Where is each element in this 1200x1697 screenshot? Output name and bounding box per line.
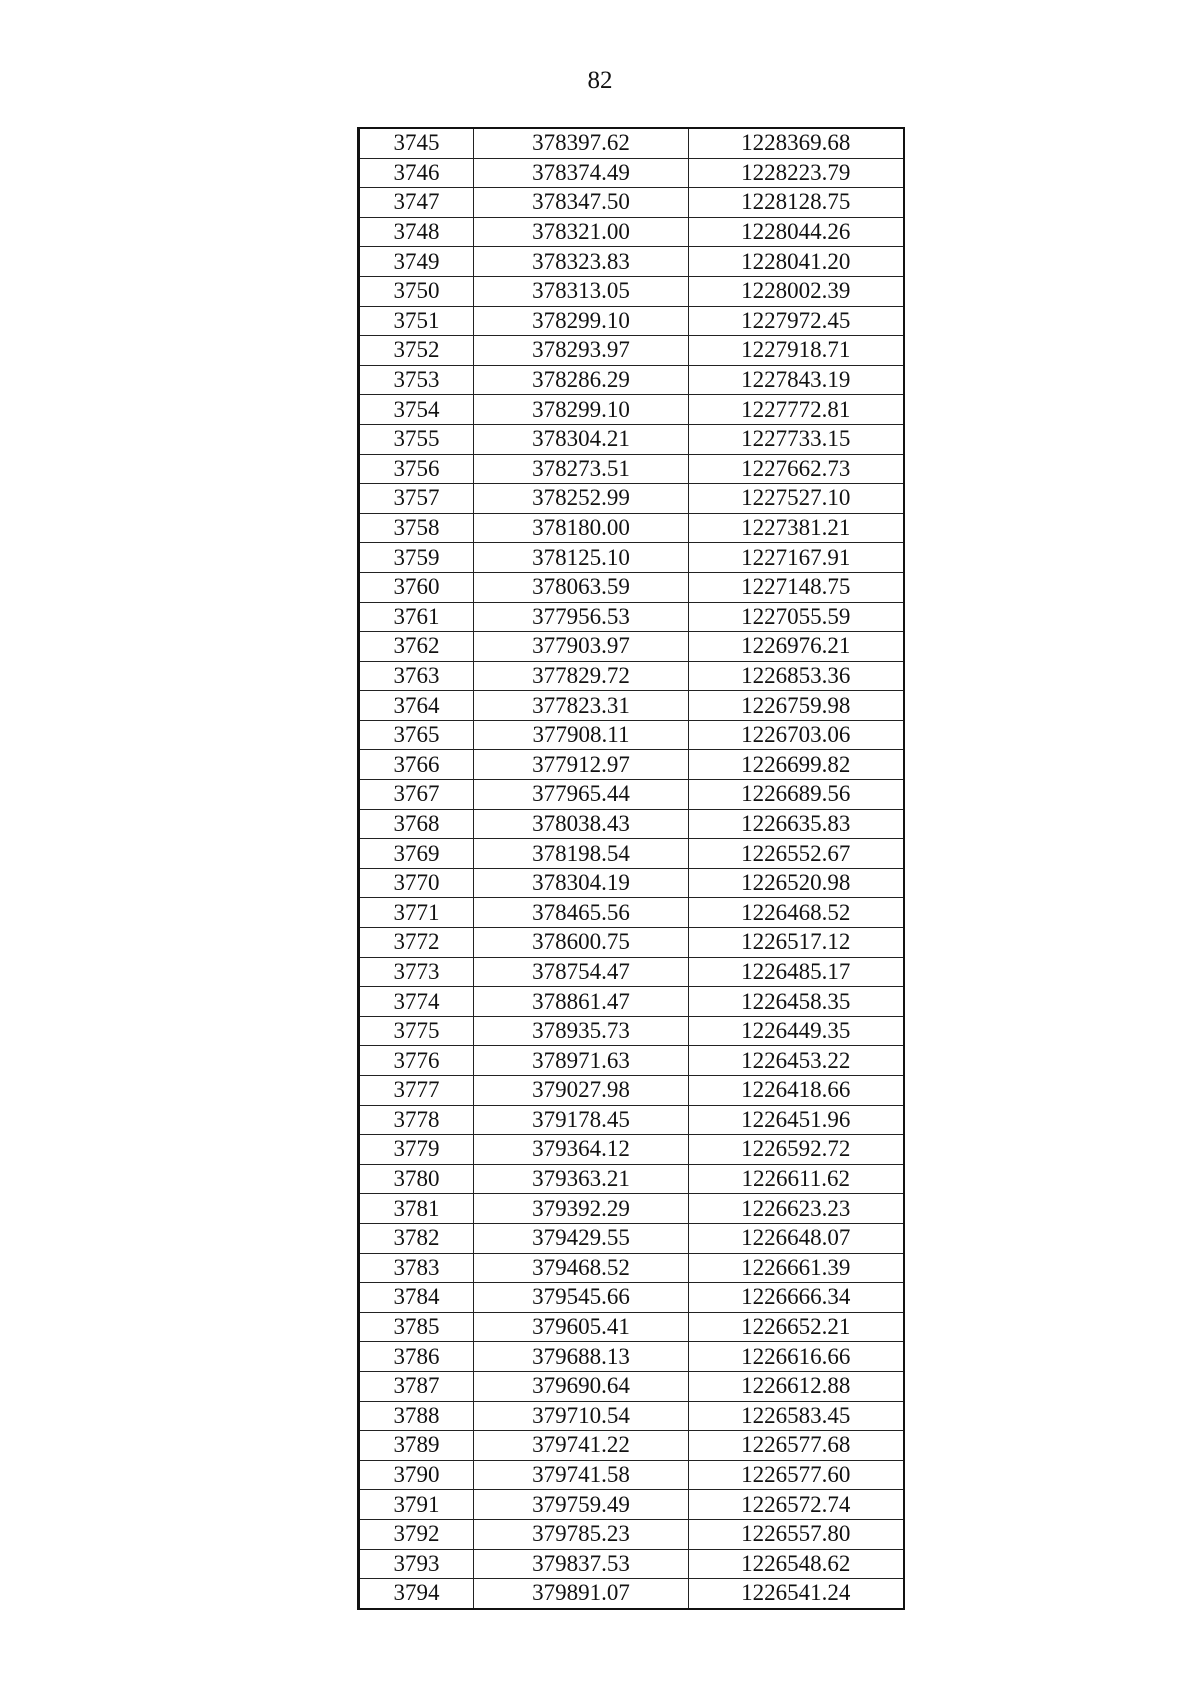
table-row bbox=[359, 780, 904, 810]
point-number-cell: 3777 bbox=[359, 1076, 474, 1106]
point-number-cell: 3745 bbox=[359, 128, 474, 158]
point-number-cell: 3767 bbox=[359, 780, 474, 810]
point-number-cell: 3784 bbox=[359, 1283, 474, 1313]
y-coordinate-cell: 1226485.17 bbox=[689, 957, 904, 987]
y-coordinate-cell: 1226689.56 bbox=[689, 780, 904, 810]
x-coordinate-cell: 379429.55 bbox=[474, 1223, 689, 1253]
x-coordinate-cell: 378313.05 bbox=[474, 276, 689, 306]
table-row bbox=[359, 306, 904, 336]
y-coordinate-cell: 1226648.07 bbox=[689, 1223, 904, 1253]
x-coordinate-cell: 378198.54 bbox=[474, 839, 689, 869]
point-number-cell: 3756 bbox=[359, 454, 474, 484]
table-row bbox=[359, 661, 904, 691]
x-coordinate-cell: 377829.72 bbox=[474, 661, 689, 691]
y-coordinate-cell: 1226541.24 bbox=[689, 1579, 904, 1609]
table-row bbox=[359, 809, 904, 839]
table-row bbox=[359, 1342, 904, 1372]
table-row bbox=[359, 158, 904, 188]
x-coordinate-cell: 378374.49 bbox=[474, 158, 689, 188]
x-coordinate-cell: 379027.98 bbox=[474, 1076, 689, 1106]
x-coordinate-cell: 379741.22 bbox=[474, 1431, 689, 1461]
point-number-cell: 3750 bbox=[359, 276, 474, 306]
y-coordinate-cell: 1226699.82 bbox=[689, 750, 904, 780]
point-number-cell: 3793 bbox=[359, 1549, 474, 1579]
table-row bbox=[359, 513, 904, 543]
point-number-cell: 3753 bbox=[359, 365, 474, 395]
x-coordinate-cell: 378323.83 bbox=[474, 247, 689, 277]
point-number-cell: 3759 bbox=[359, 543, 474, 573]
x-coordinate-cell: 377823.31 bbox=[474, 691, 689, 721]
x-coordinate-cell: 379364.12 bbox=[474, 1135, 689, 1165]
point-number-cell: 3782 bbox=[359, 1223, 474, 1253]
point-number-cell: 3789 bbox=[359, 1431, 474, 1461]
x-coordinate-cell: 378304.21 bbox=[474, 424, 689, 454]
table-row bbox=[359, 1016, 904, 1046]
x-coordinate-cell: 378600.75 bbox=[474, 928, 689, 958]
point-number-cell: 3783 bbox=[359, 1253, 474, 1283]
table-row bbox=[359, 365, 904, 395]
point-number-cell: 3752 bbox=[359, 336, 474, 366]
table-row bbox=[359, 1401, 904, 1431]
point-number-cell: 3790 bbox=[359, 1460, 474, 1490]
y-coordinate-cell: 1227148.75 bbox=[689, 572, 904, 602]
point-number-cell: 3761 bbox=[359, 602, 474, 632]
x-coordinate-cell: 378754.47 bbox=[474, 957, 689, 987]
table-row bbox=[359, 128, 904, 158]
table-row bbox=[359, 188, 904, 218]
x-coordinate-cell: 378273.51 bbox=[474, 454, 689, 484]
point-number-cell: 3775 bbox=[359, 1016, 474, 1046]
x-coordinate-cell: 379688.13 bbox=[474, 1342, 689, 1372]
table-row bbox=[359, 750, 904, 780]
point-number-cell: 3746 bbox=[359, 158, 474, 188]
point-number-cell: 3788 bbox=[359, 1401, 474, 1431]
y-coordinate-cell: 1228041.20 bbox=[689, 247, 904, 277]
x-coordinate-cell: 378286.29 bbox=[474, 365, 689, 395]
y-coordinate-cell: 1226652.21 bbox=[689, 1312, 904, 1342]
point-number-cell: 3781 bbox=[359, 1194, 474, 1224]
y-coordinate-cell: 1226517.12 bbox=[689, 928, 904, 958]
x-coordinate-cell: 378125.10 bbox=[474, 543, 689, 573]
x-coordinate-cell: 378465.56 bbox=[474, 898, 689, 928]
x-coordinate-cell: 378180.00 bbox=[474, 513, 689, 543]
y-coordinate-cell: 1226583.45 bbox=[689, 1401, 904, 1431]
x-coordinate-cell: 377912.97 bbox=[474, 750, 689, 780]
x-coordinate-cell: 378299.10 bbox=[474, 306, 689, 336]
y-coordinate-cell: 1228223.79 bbox=[689, 158, 904, 188]
coordinate-table bbox=[357, 127, 905, 1610]
table-row bbox=[359, 1076, 904, 1106]
table-row bbox=[359, 987, 904, 1017]
table-row bbox=[359, 572, 904, 602]
table-row bbox=[359, 1194, 904, 1224]
y-coordinate-cell: 1226592.72 bbox=[689, 1135, 904, 1165]
point-number-cell: 3757 bbox=[359, 484, 474, 514]
point-number-cell: 3764 bbox=[359, 691, 474, 721]
y-coordinate-cell: 1227527.10 bbox=[689, 484, 904, 514]
point-number-cell: 3751 bbox=[359, 306, 474, 336]
y-coordinate-cell: 1226623.23 bbox=[689, 1194, 904, 1224]
point-number-cell: 3779 bbox=[359, 1135, 474, 1165]
point-number-cell: 3768 bbox=[359, 809, 474, 839]
y-coordinate-cell: 1226661.39 bbox=[689, 1253, 904, 1283]
y-coordinate-cell: 1228369.68 bbox=[689, 128, 904, 158]
y-coordinate-cell: 1227381.21 bbox=[689, 513, 904, 543]
y-coordinate-cell: 1227918.71 bbox=[689, 336, 904, 366]
table-row bbox=[359, 898, 904, 928]
table-row bbox=[359, 1490, 904, 1520]
x-coordinate-cell: 377908.11 bbox=[474, 720, 689, 750]
x-coordinate-cell: 379785.23 bbox=[474, 1519, 689, 1549]
x-coordinate-cell: 378861.47 bbox=[474, 987, 689, 1017]
x-coordinate-cell: 379363.21 bbox=[474, 1164, 689, 1194]
y-coordinate-cell: 1227972.45 bbox=[689, 306, 904, 336]
x-coordinate-cell: 378063.59 bbox=[474, 572, 689, 602]
table-row bbox=[359, 602, 904, 632]
point-number-cell: 3763 bbox=[359, 661, 474, 691]
table-row bbox=[359, 1253, 904, 1283]
table-row bbox=[359, 1431, 904, 1461]
table-row bbox=[359, 1312, 904, 1342]
x-coordinate-cell: 379545.66 bbox=[474, 1283, 689, 1313]
point-number-cell: 3786 bbox=[359, 1342, 474, 1372]
point-number-cell: 3774 bbox=[359, 987, 474, 1017]
table-row bbox=[359, 1135, 904, 1165]
y-coordinate-cell: 1227055.59 bbox=[689, 602, 904, 632]
y-coordinate-cell: 1226611.62 bbox=[689, 1164, 904, 1194]
y-coordinate-cell: 1227662.73 bbox=[689, 454, 904, 484]
point-number-cell: 3769 bbox=[359, 839, 474, 869]
point-number-cell: 3762 bbox=[359, 632, 474, 662]
y-coordinate-cell: 1227843.19 bbox=[689, 365, 904, 395]
y-coordinate-cell: 1226616.66 bbox=[689, 1342, 904, 1372]
x-coordinate-cell: 378971.63 bbox=[474, 1046, 689, 1076]
x-coordinate-cell: 379178.45 bbox=[474, 1105, 689, 1135]
point-number-cell: 3758 bbox=[359, 513, 474, 543]
y-coordinate-cell: 1226449.35 bbox=[689, 1016, 904, 1046]
table-row bbox=[359, 928, 904, 958]
x-coordinate-cell: 377965.44 bbox=[474, 780, 689, 810]
y-coordinate-cell: 1226520.98 bbox=[689, 868, 904, 898]
point-number-cell: 3778 bbox=[359, 1105, 474, 1135]
table-row bbox=[359, 1283, 904, 1313]
x-coordinate-cell: 378252.99 bbox=[474, 484, 689, 514]
y-coordinate-cell: 1227772.81 bbox=[689, 395, 904, 425]
point-number-cell: 3749 bbox=[359, 247, 474, 277]
y-coordinate-cell: 1228128.75 bbox=[689, 188, 904, 218]
page-number: 82 bbox=[587, 67, 613, 94]
table-row bbox=[359, 632, 904, 662]
table-row bbox=[359, 1371, 904, 1401]
table-row bbox=[359, 839, 904, 869]
x-coordinate-cell: 379690.64 bbox=[474, 1371, 689, 1401]
table-row bbox=[359, 424, 904, 454]
x-coordinate-cell: 379392.29 bbox=[474, 1194, 689, 1224]
x-coordinate-cell: 379891.07 bbox=[474, 1579, 689, 1609]
y-coordinate-cell: 1226577.60 bbox=[689, 1460, 904, 1490]
x-coordinate-cell: 378935.73 bbox=[474, 1016, 689, 1046]
table-row bbox=[359, 484, 904, 514]
y-coordinate-cell: 1226572.74 bbox=[689, 1490, 904, 1520]
y-coordinate-cell: 1226418.66 bbox=[689, 1076, 904, 1106]
table-row bbox=[359, 1164, 904, 1194]
point-number-cell: 3755 bbox=[359, 424, 474, 454]
y-coordinate-cell: 1226759.98 bbox=[689, 691, 904, 721]
y-coordinate-cell: 1226635.83 bbox=[689, 809, 904, 839]
table-row bbox=[359, 276, 904, 306]
table-row bbox=[359, 543, 904, 573]
table-row bbox=[359, 1549, 904, 1579]
point-number-cell: 3765 bbox=[359, 720, 474, 750]
y-coordinate-cell: 1226458.35 bbox=[689, 987, 904, 1017]
table-row bbox=[359, 1579, 904, 1609]
y-coordinate-cell: 1226557.80 bbox=[689, 1519, 904, 1549]
table-row bbox=[359, 1105, 904, 1135]
y-coordinate-cell: 1226976.21 bbox=[689, 632, 904, 662]
point-number-cell: 3773 bbox=[359, 957, 474, 987]
x-coordinate-cell: 379468.52 bbox=[474, 1253, 689, 1283]
x-coordinate-cell: 377956.53 bbox=[474, 602, 689, 632]
x-coordinate-cell: 378299.10 bbox=[474, 395, 689, 425]
x-coordinate-cell: 379710.54 bbox=[474, 1401, 689, 1431]
table-body bbox=[359, 128, 904, 1609]
x-coordinate-cell: 378293.97 bbox=[474, 336, 689, 366]
y-coordinate-cell: 1226612.88 bbox=[689, 1371, 904, 1401]
x-coordinate-cell: 378038.43 bbox=[474, 809, 689, 839]
point-number-cell: 3791 bbox=[359, 1490, 474, 1520]
x-coordinate-cell: 379605.41 bbox=[474, 1312, 689, 1342]
y-coordinate-cell: 1228044.26 bbox=[689, 217, 904, 247]
point-number-cell: 3785 bbox=[359, 1312, 474, 1342]
table-row bbox=[359, 868, 904, 898]
y-coordinate-cell: 1226853.36 bbox=[689, 661, 904, 691]
point-number-cell: 3794 bbox=[359, 1579, 474, 1609]
x-coordinate-cell: 378304.19 bbox=[474, 868, 689, 898]
table-row bbox=[359, 217, 904, 247]
table-row bbox=[359, 1223, 904, 1253]
point-number-cell: 3748 bbox=[359, 217, 474, 247]
x-coordinate-cell: 377903.97 bbox=[474, 632, 689, 662]
y-coordinate-cell: 1226451.96 bbox=[689, 1105, 904, 1135]
table-row bbox=[359, 454, 904, 484]
x-coordinate-cell: 378347.50 bbox=[474, 188, 689, 218]
table-row bbox=[359, 395, 904, 425]
table-row bbox=[359, 247, 904, 277]
point-number-cell: 3780 bbox=[359, 1164, 474, 1194]
table-row bbox=[359, 1460, 904, 1490]
point-number-cell: 3766 bbox=[359, 750, 474, 780]
y-coordinate-cell: 1226548.62 bbox=[689, 1549, 904, 1579]
x-coordinate-cell: 378397.62 bbox=[474, 128, 689, 158]
y-coordinate-cell: 1226577.68 bbox=[689, 1431, 904, 1461]
point-number-cell: 3754 bbox=[359, 395, 474, 425]
x-coordinate-cell: 378321.00 bbox=[474, 217, 689, 247]
y-coordinate-cell: 1227167.91 bbox=[689, 543, 904, 573]
y-coordinate-cell: 1228002.39 bbox=[689, 276, 904, 306]
table-row bbox=[359, 720, 904, 750]
point-number-cell: 3787 bbox=[359, 1371, 474, 1401]
table-row bbox=[359, 691, 904, 721]
y-coordinate-cell: 1226703.06 bbox=[689, 720, 904, 750]
point-number-cell: 3776 bbox=[359, 1046, 474, 1076]
table-row bbox=[359, 1519, 904, 1549]
y-coordinate-cell: 1226468.52 bbox=[689, 898, 904, 928]
table-row bbox=[359, 1046, 904, 1076]
point-number-cell: 3772 bbox=[359, 928, 474, 958]
y-coordinate-cell: 1226453.22 bbox=[689, 1046, 904, 1076]
table-row bbox=[359, 336, 904, 366]
x-coordinate-cell: 379837.53 bbox=[474, 1549, 689, 1579]
point-number-cell: 3771 bbox=[359, 898, 474, 928]
point-number-cell: 3747 bbox=[359, 188, 474, 218]
point-number-cell: 3760 bbox=[359, 572, 474, 602]
y-coordinate-cell: 1227733.15 bbox=[689, 424, 904, 454]
y-coordinate-cell: 1226552.67 bbox=[689, 839, 904, 869]
x-coordinate-cell: 379759.49 bbox=[474, 1490, 689, 1520]
point-number-cell: 3770 bbox=[359, 868, 474, 898]
x-coordinate-cell: 379741.58 bbox=[474, 1460, 689, 1490]
table-row bbox=[359, 957, 904, 987]
y-coordinate-cell: 1226666.34 bbox=[689, 1283, 904, 1313]
point-number-cell: 3792 bbox=[359, 1519, 474, 1549]
